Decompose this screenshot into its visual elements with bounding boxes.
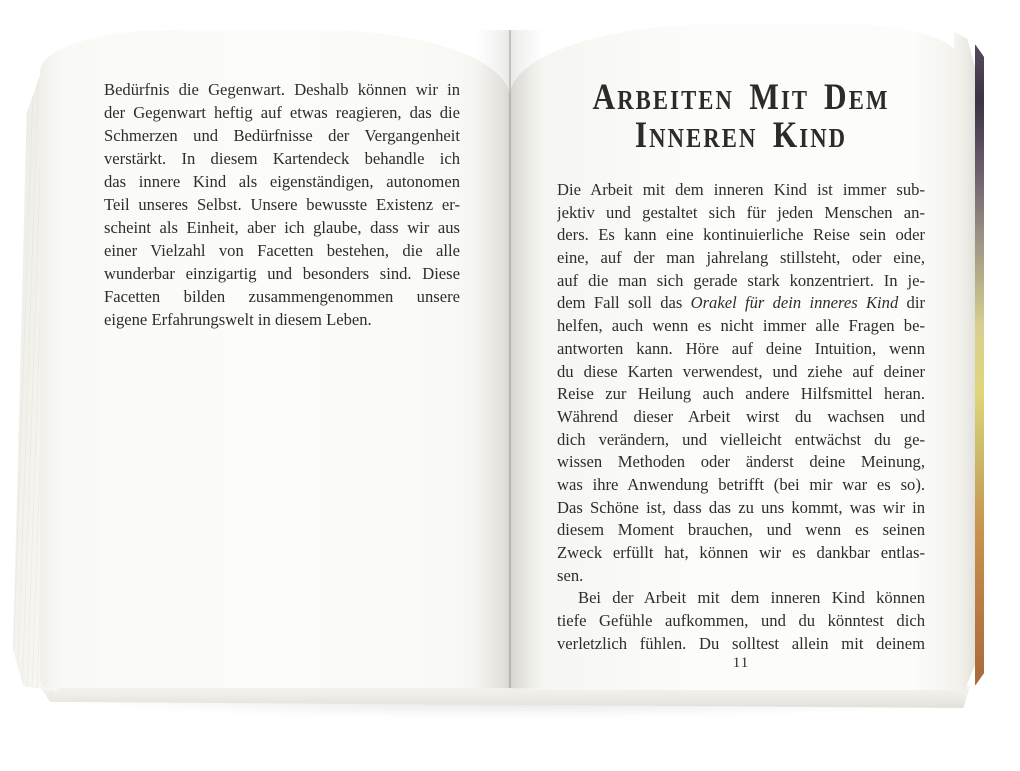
text-span: dir bbox=[898, 293, 925, 313]
text-line: tiefe Gefühle aufkommen, und du könntest dich bbox=[557, 611, 925, 631]
heading-word: KIND bbox=[772, 115, 848, 156]
text-line: verletzlich fühlen. Du solltest allein mit deinem bbox=[557, 633, 925, 653]
text-line: Reise zur Heilung auch andere Hilfsmittel heran. bbox=[557, 384, 925, 404]
text-line: Während dieser Arbeit wirst du wachsen und bbox=[557, 406, 925, 426]
text-line: Bei der Arbeit mit dem inneren Kind können bbox=[578, 588, 925, 608]
text-line: du diese Karten verwendest, und ziehe auf deiner bbox=[557, 361, 925, 381]
text-line: scheint als Einheit, aber ich glaube, dass wir aus bbox=[104, 218, 460, 237]
left-page-text bbox=[104, 80, 460, 333]
text-line: helfen, auch wenn es nicht immer alle Fragen be- bbox=[557, 316, 925, 336]
paragraph bbox=[104, 80, 460, 333]
text-line: auf die man sich gerade stark konzentriert. In je- bbox=[557, 270, 925, 290]
text-line: einer Vielzahl von Facetten bestehen, die alle bbox=[104, 241, 460, 260]
text-line: Bedürfnis die Gegenwart. Deshalb können wir in bbox=[104, 80, 460, 99]
chapter-heading-line-1 bbox=[586, 77, 895, 118]
text-line: jektiv und gestaltet sich für jeden Menschen an- bbox=[557, 202, 925, 222]
page-number: 11 bbox=[732, 655, 750, 671]
text-line bbox=[557, 293, 925, 316]
text-line: ders. Es kann eine kontinuierliche Reise sein oder bbox=[557, 225, 925, 245]
text-line: das innere Kind als eigenständigen, autonomen bbox=[104, 172, 460, 191]
text-line: dich verändern, und vielleicht entwächst du ge- bbox=[557, 429, 925, 449]
heading-word: MIT bbox=[749, 77, 809, 118]
text-line: eigene Erfahrungswelt in diesem Leben. bbox=[104, 310, 372, 329]
chapter-heading bbox=[586, 77, 895, 156]
text-line: Schmerzen und Bedürfnisse der Vergangenheit bbox=[104, 126, 460, 145]
heading-initial: I bbox=[634, 115, 650, 156]
italic-book-title: Orakel für dein inneres Kind bbox=[690, 293, 899, 313]
paragraph bbox=[557, 180, 925, 588]
heading-word: INNEREN bbox=[634, 115, 758, 156]
text-line: der Gegenwart heftig auf etwas reagieren, das die bbox=[104, 103, 460, 122]
right-page-text bbox=[557, 66, 925, 656]
text-line: diesem Moment brauchen, und wenn es seinen bbox=[557, 520, 925, 540]
heading-word: DEM bbox=[824, 77, 890, 118]
text-line: Teil unseres Selbst. Unsere bewusste Existenz er- bbox=[104, 195, 460, 214]
text-line: wissen Methoden oder änderst deine Meinung, bbox=[557, 452, 925, 472]
text-line: Das Schöne ist, dass das zu uns kommt, was wir in bbox=[557, 497, 925, 517]
text-line: sen. bbox=[557, 565, 584, 585]
paragraph bbox=[557, 588, 925, 656]
text-line: Die Arbeit mit dem inneren Kind ist immer sub- bbox=[557, 180, 925, 199]
heading-initial: A bbox=[592, 77, 618, 118]
heading-word: ARBEITEN bbox=[592, 77, 735, 118]
text-line: was ihre Anwendung betrifft (bei mir war es so). bbox=[557, 474, 925, 494]
heading-initial: D bbox=[824, 77, 849, 118]
text-line: Zweck erfüllt hat, können wir es dankbar entlas- bbox=[557, 543, 925, 562]
right-page-body bbox=[557, 180, 925, 656]
cover-edge-color-strip bbox=[975, 44, 984, 686]
heading-initial: K bbox=[772, 115, 800, 156]
chapter-heading-line-2 bbox=[586, 115, 895, 156]
text-span: dem Fall soll das bbox=[557, 293, 691, 313]
heading-initial: M bbox=[749, 77, 781, 118]
text-line: antworten kann. Höre auf deine Intuition, wenn bbox=[557, 338, 925, 358]
text-line: eine, auf der man jahrelang stillsteht, oder eine, bbox=[557, 248, 925, 268]
text-line: verstärkt. In diesem Kartendeck behandle ich bbox=[104, 149, 460, 168]
text-line: wunderbar einzigartig und besonders sind. Diese bbox=[104, 264, 460, 283]
text-line: Facetten bilden zusammengenommen unsere bbox=[104, 287, 460, 306]
